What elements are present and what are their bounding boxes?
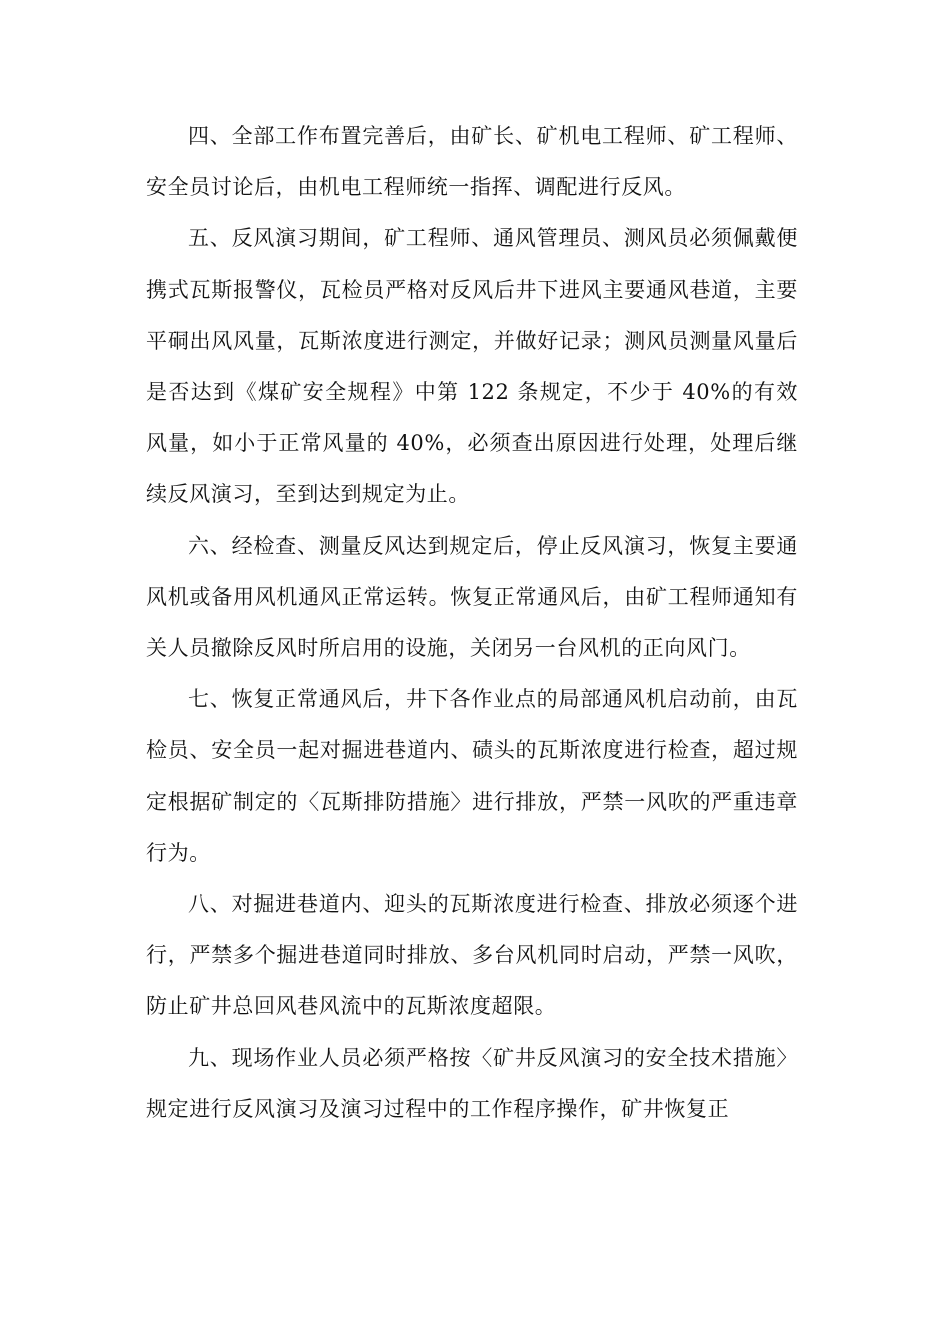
paragraph-9: 九、现场作业人员必须严格按〈矿井反风演习的安全技术措施〉规定进行反风演习及演习过程中的工作程序操作，矿井恢复正 bbox=[146, 1045, 798, 1121]
paragraph-6: 六、经检查、测量反风达到规定后，停止反风演习，恢复主要通风机或备用风机通风正常运转。恢复正常通风后，由矿工程师通知有关人员撤除反风时所启用的设施，关闭另一台风机的正向风门。 bbox=[146, 533, 798, 661]
paragraph-8: 八、对掘进巷道内、迎头的瓦斯浓度进行检查、排放必须逐个进行，严禁多个掘进巷道同时排放、多台风机同时启动，严禁一风吹，防止矿井总回风巷风流中的瓦斯浓度超限。 bbox=[146, 892, 798, 1019]
paragraph-5: 五、反风演习期间，矿工程师、通风管理员、测风员必须佩戴便携式瓦斯报警仪，瓦检员严格对反风后井下进风主要通风巷道，主要平硐出风风量，瓦斯浓度进行测定，并做好记录；测风员测量风量后是否达到《煤矿安全规程》中第 122 条规定，不少于 40%的有效风量，如小于正常风量的 40%，必须查出原因进行处理，处理后继续反风演习，至到达到规定为止。 bbox=[146, 226, 798, 507]
paragraph-4: 四、全部工作布置完善后，由矿长、矿机电工程师、矿工程师、安全员讨论后，由机电工程师统一指挥、调配进行反风。 bbox=[146, 124, 798, 200]
document-body bbox=[146, 111, 798, 1135]
paragraph-7: 七、恢复正常通风后，井下各作业点的局部通风机启动前，由瓦检员、安全员一起对掘进巷道内、碛头的瓦斯浓度进行检查，超过规定根据矿制定的〈瓦斯排防措施〉进行排放，严禁一风吹的严重违章行为。 bbox=[146, 687, 798, 865]
